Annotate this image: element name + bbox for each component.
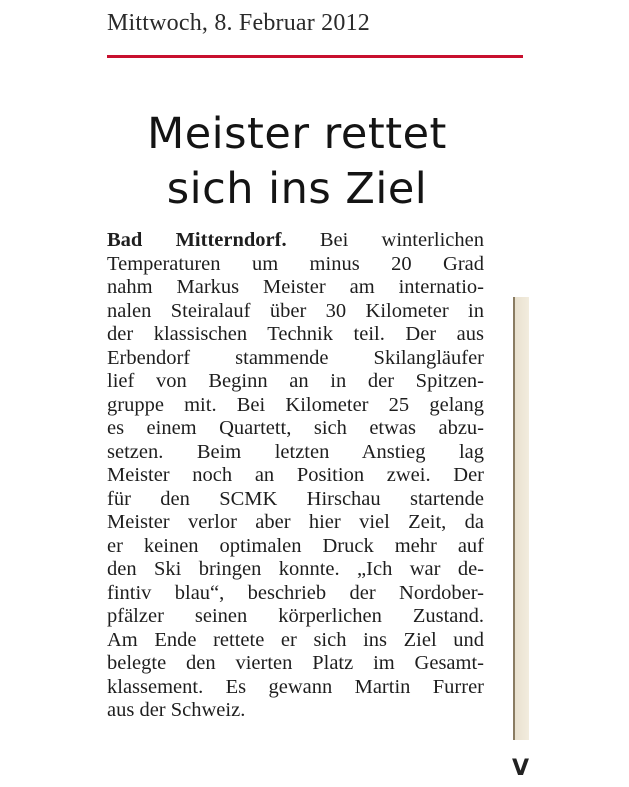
header-rule xyxy=(107,55,523,58)
article-line: fintiv blau“, beschrieb der Nordober- xyxy=(107,581,484,604)
adjacent-photo-edge xyxy=(513,297,529,740)
article-line: Am Ende rettete er sich ins Ziel und xyxy=(107,628,484,651)
article-line: nahm Markus Meister am internatio- xyxy=(107,276,484,298)
article-line: nalen Steiralauf über 30 Kilometer in xyxy=(107,299,484,322)
headline-line-1: Meister rettet xyxy=(147,109,447,159)
article-line: er keinen optimalen Druck mehr auf xyxy=(107,534,484,557)
article-line: der klassischen Technik teil. Der aus xyxy=(107,323,484,345)
article-line: für den SCMK Hirschau startende xyxy=(107,487,484,510)
headline-line-2: sich ins Ziel xyxy=(166,164,428,214)
article-line: Temperaturen um minus 20 Grad xyxy=(107,252,484,275)
article-line: setzen. Beim letzten Anstieg lag xyxy=(107,440,484,463)
article-line: gruppe mit. Bei Kilometer 25 gelang xyxy=(107,393,484,416)
article-line: belegte den vierten Platz im Gesamt- xyxy=(107,652,484,674)
adjacent-text-fragment: V xyxy=(512,756,530,781)
article-line: Meister verlor aber hier viel Zeit, da xyxy=(107,511,484,533)
headline xyxy=(107,107,487,217)
article-line: Meister noch an Position zwei. Der xyxy=(107,464,484,486)
article-line: es einem Quartett, sich etwas abzu- xyxy=(107,417,484,439)
article-line: klassement. Es gewann Martin Furrer xyxy=(107,675,484,698)
article-line xyxy=(107,229,484,253)
issue-date: Mittwoch, 8. Februar 2012 xyxy=(107,10,370,36)
article-dateline: Bad Mitterndorf. xyxy=(107,229,287,251)
article-line: pfälzer seinen körperlichen Zustand. xyxy=(107,605,484,627)
article-line: lief von Beginn an in der Spitzen- xyxy=(107,370,484,392)
article-line: Erbendorf stammende Skilangläufer xyxy=(107,346,484,369)
article-line: den Ski bringen konnte. „Ich war de- xyxy=(107,558,484,580)
article-body xyxy=(107,229,484,723)
article-line-last: aus der Schweiz. xyxy=(107,699,246,721)
article-text: Bei winterlichen xyxy=(319,229,485,251)
